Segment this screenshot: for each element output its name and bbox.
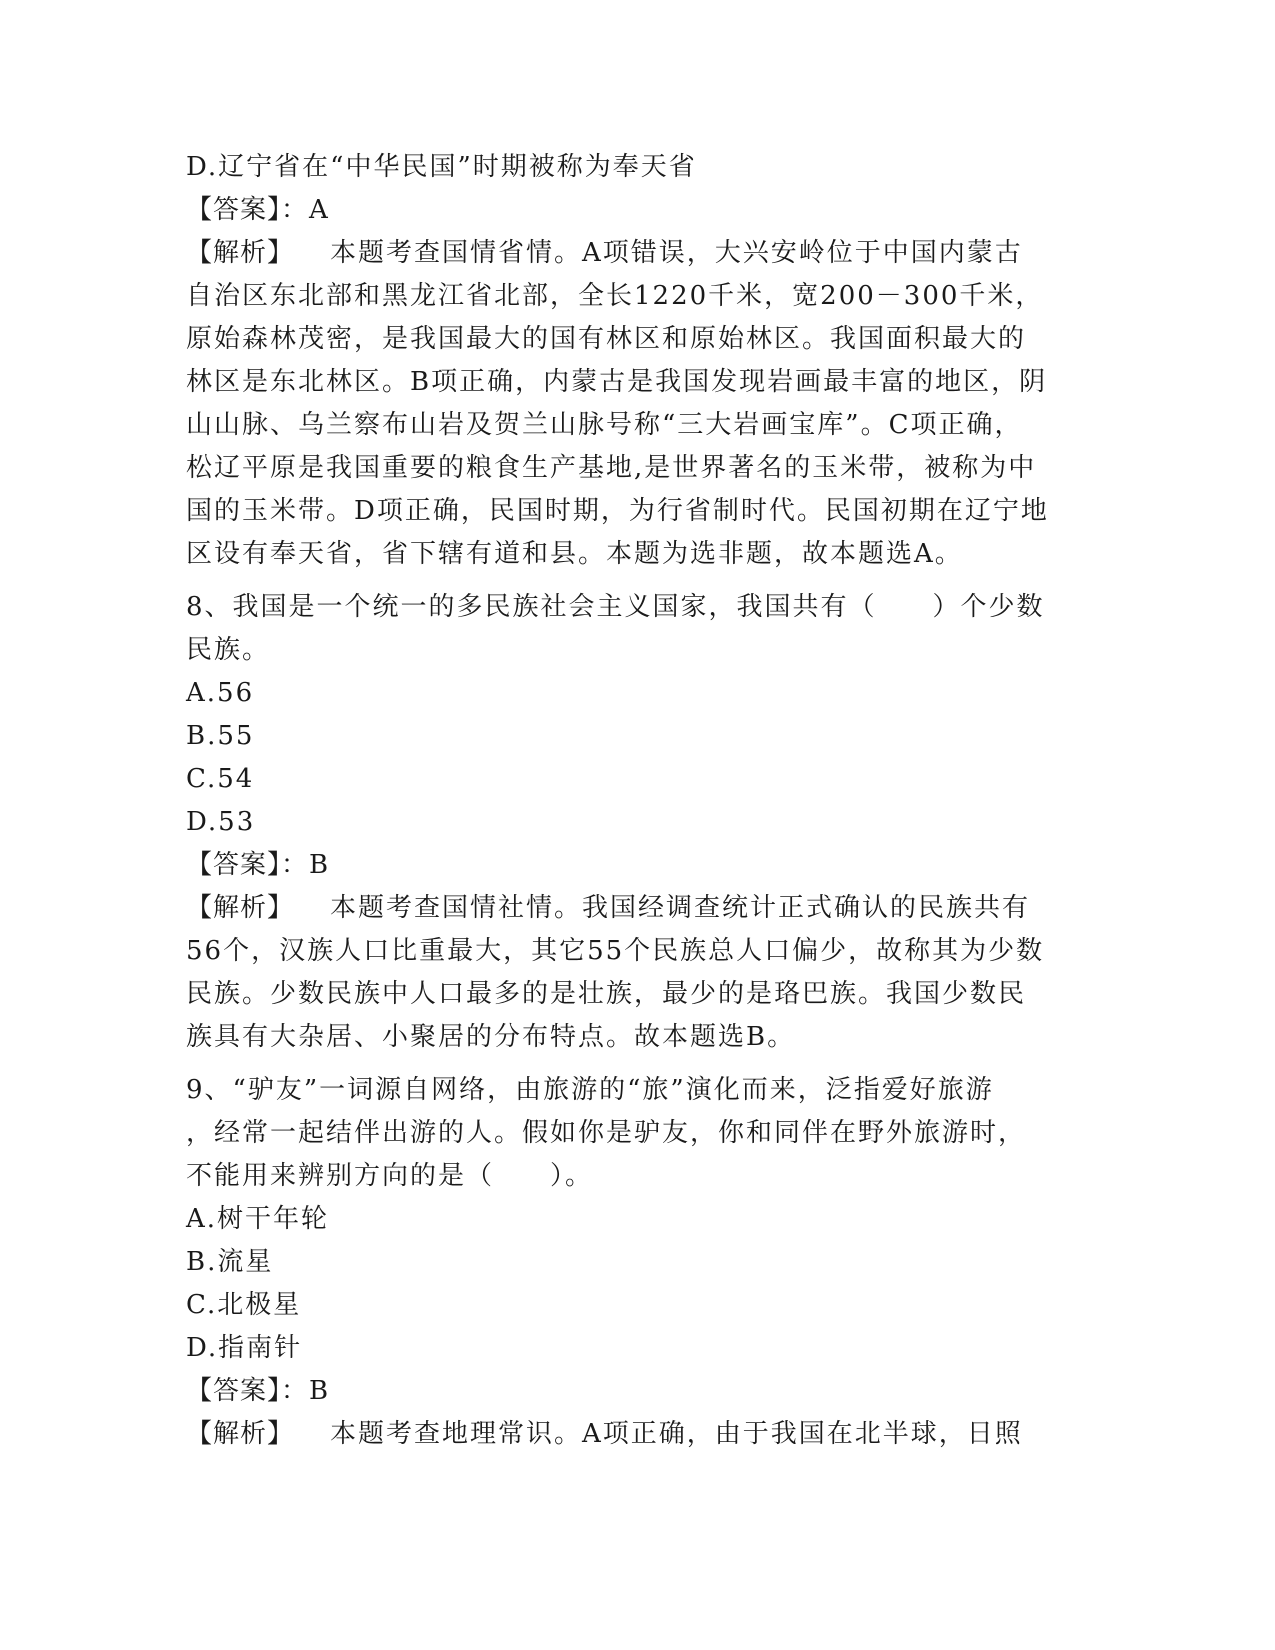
analysis-text: 本题考查国情社情。我国经调查统计正式确认的民族共有 [330, 893, 1031, 923]
q7-analysis-line-2: 自治区东北部和黑龙江省北部，全长1220千米，宽200－300千米， [186, 281, 1044, 311]
q8-question-line-1: 8、我国是一个统一的多民族社会主义国家，我国共有（ ）个少数 [186, 592, 1045, 622]
q9-option-d: D.指南针 [186, 1333, 303, 1363]
question-9-block [186, 1069, 1086, 1456]
q7-analysis-line-5: 山山脉、乌兰察布山岩及贺兰山脉号称“三大岩画宝库”。C项正确， [186, 410, 1023, 440]
q7-analysis-line-6: 松辽平原是我国重要的粮食生产基地,是世界著名的玉米带，被称为中 [186, 453, 1037, 483]
q8-option-c: C.54 [186, 764, 255, 794]
q8-answer [186, 844, 1086, 887]
analysis-text: 本题考查地理常识。A项正确，由于我国在北半球，日照 [330, 1419, 1023, 1449]
q9-question-line-2: ，经常一起结伴出游的人。假如你是驴友，你和同伴在野外旅游时， [186, 1118, 1027, 1148]
q8-analysis-line-2: 56个，汉族人口比重最大，其它55个民族总人口偏少，故称其为少数 [186, 936, 1045, 966]
q8-analysis-line-4: 族具有大杂居、小聚居的分布特点。故本题选B。 [186, 1022, 796, 1052]
analysis-text: 本题考查国情省情。A项错误，大兴安岭位于中国内蒙古 [330, 238, 1023, 268]
q7-analysis-line-4: 林区是东北林区。B项正确，内蒙古是我国发现岩画最丰富的地区，阴 [186, 367, 1048, 397]
q9-analysis-line-1 [186, 1413, 1086, 1456]
q7-answer [186, 189, 1086, 232]
q9-option-a: A.树干年轮 [186, 1204, 330, 1234]
question-7-block [186, 146, 1086, 576]
q9-question-line-3: 不能用来辨别方向的是（ ）。 [186, 1161, 594, 1191]
q8-option-a: A.56 [186, 678, 255, 708]
q8-option-d: D.53 [186, 807, 256, 837]
analysis-label: 【解析】 [186, 1419, 295, 1449]
q7-option-d: D.辽宁省在“中华民国”时期被称为奉天省 [186, 152, 697, 182]
q8-analysis-line-1 [186, 887, 1086, 930]
answer-separator: ： [281, 195, 310, 225]
answer-label: 【答案】 [186, 1376, 282, 1406]
question-8-block [186, 586, 1086, 1059]
answer-label: 【答案】 [186, 850, 282, 880]
q7-analysis-line-1 [186, 232, 1086, 275]
analysis-label: 【解析】 [186, 893, 295, 923]
answer-value: B [309, 850, 331, 880]
analysis-label: 【解析】 [186, 238, 295, 268]
q8-option-b: B.55 [186, 721, 255, 751]
answer-separator: ： [281, 1376, 310, 1406]
document-body [186, 146, 1086, 1456]
q7-analysis-line-3: 原始森林茂密，是我国最大的国有林区和原始林区。我国面积最大的 [186, 324, 1027, 354]
q8-question-line-2: 民族。 [186, 635, 271, 665]
q9-question-line-1: 9、“驴友”一词源自网络，由旅游的“旅”演化而来，泛指爱好旅游 [186, 1075, 994, 1105]
q9-option-c: C.北极星 [186, 1290, 302, 1320]
q9-answer [186, 1370, 1086, 1413]
q8-analysis-line-3: 民族。少数民族中人口最多的是壮族，最少的是珞巴族。我国少数民 [186, 979, 1027, 1009]
answer-separator: ： [281, 850, 310, 880]
q7-analysis-line-8: 区设有奉天省，省下辖有道和县。本题为选非题，故本题选A。 [186, 539, 963, 569]
answer-value: A [309, 195, 330, 225]
answer-label: 【答案】 [186, 195, 282, 225]
q9-option-b: B.流星 [186, 1247, 274, 1277]
q7-analysis-line-7: 国的玉米带。D项正确，民国时期，为行省制时代。民国初期在辽宁地 [186, 496, 1049, 526]
answer-value: B [309, 1376, 331, 1406]
